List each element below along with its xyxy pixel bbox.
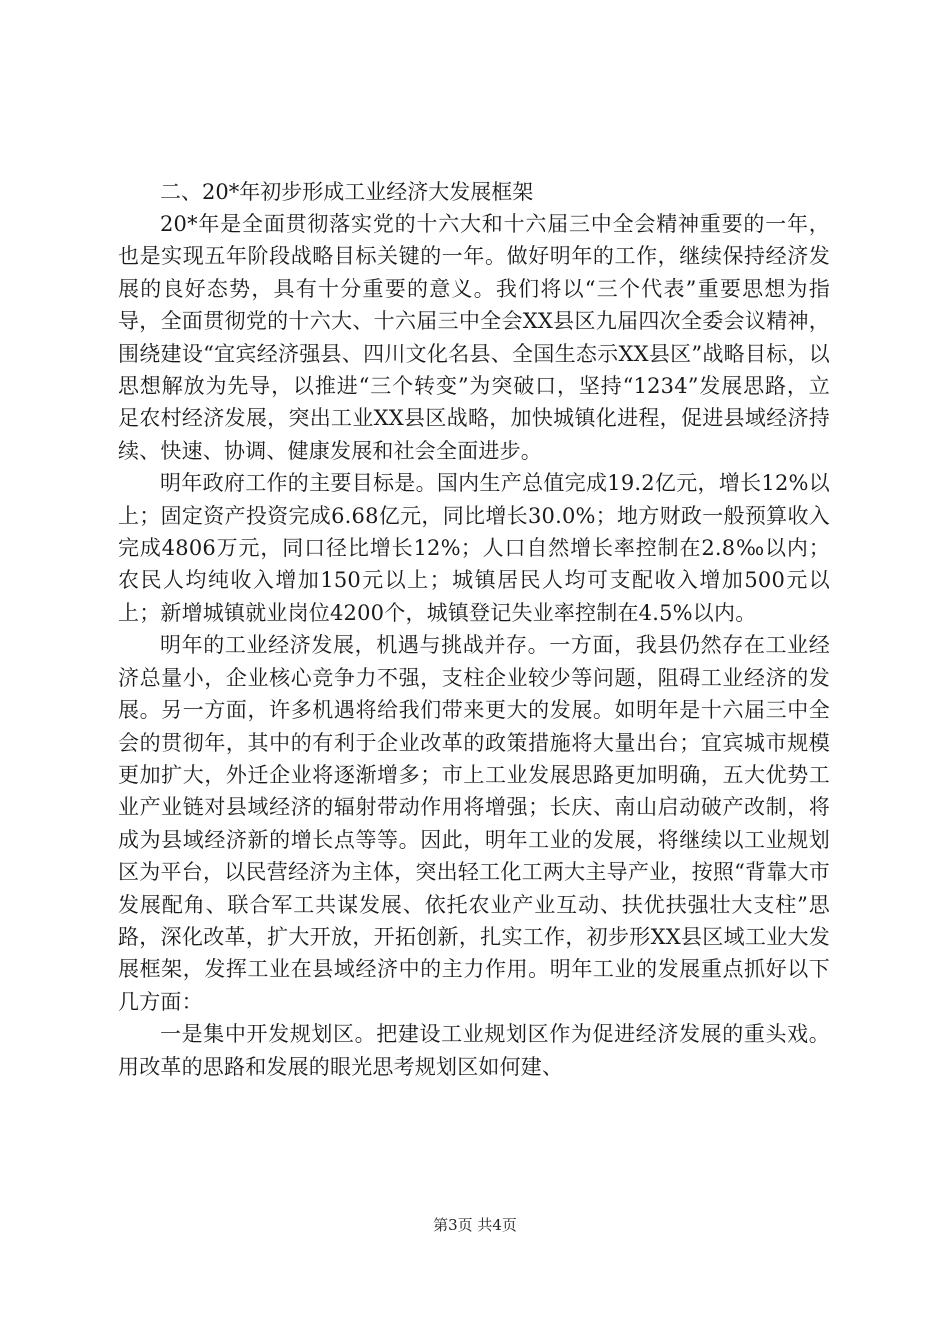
paragraph-3: 明年的工业经济发展，机遇与挑战并存。一方面，我县仍然存在工业经济总量小，企业核心竞争力不强，支柱企业较少等问题，阻碍工业经济的发展。另一方面，许多机遇将给我们带来更大的发展。如明年是十六届三中全会的贯彻年，其中的有利于企业改革的政策措施将大量出台；宜宾城市规模更加扩大，外迁企业将逐渐增多；市上工业发展思路更加明确，五大优势工业产业链对县域经济的辐射带动作用将增强；长庆、南山启动破产改制，将成为县域经济新的增长点等等。因此，明年工业的发展，将继续以工业规划区为平台，以民营经济为主体，突出轻工化工两大主导产业，按照“背靠大市发展配角、联合军工共谋发展、依托农业产业互动、扶优扶强壮大支柱”思路，深化改革，扩大开放，开拓创新，扎实工作，初步形XX县区域工业大发展框架，发挥工业在县域经济中的主力作用。明年工业的发展重点抓好以下几方面： <box>118 633 830 1014</box>
paragraph-2: 明年政府工作的主要目标是。国内生产总值完成19.2亿元，增长12%以上；固定资产投资完成6.68亿元，同比增长30.0%；地方财政一般预算收入完成4806万元，同口径比增长12%；人口自然增长率控制在2.8‰以内；农民人均纯收入增加150元以上；城镇居民人均可支配收入增加500元以上；新增城镇就业岗位4200个，城镇登记失业率控制在4.5%以内。 <box>118 471 830 625</box>
paragraph-1: 20*年是全面贯彻落实党的十六大和十六届三中全会精神重要的一年，也是实现五年阶段战略目标关键的一年。做好明年的工作，继续保持经济发展的良好态势，具有十分重要的意义。我们将以“三个代表”重要思想为指导，全面贯彻党的十六大、十六届三中全会XX县区九届四次全委会议精神，围绕建设“宜宾经济强县、四川文化名县、全国生态示XX县区”战略目标，以思想解放为先导，以推进“三个转变”为突破口，坚持“1234”发展思路，立足农村经济发展，突出工业XX县区战略，加快城镇化进程，促进县域经济持续、快速、协调、健康发展和社会全面进步。 <box>118 212 830 463</box>
section-heading: 二、20*年初步形成工业经济大发展框架 <box>160 180 534 204</box>
paragraph-4: 一是集中开发规划区。把建设工业规划区作为促进经济发展的重头戏。用改革的思路和发展的眼光思考规划区如何建、 <box>118 1022 830 1079</box>
page-number-footer: 第3页 共4页 <box>433 1216 517 1234</box>
document-body <box>118 176 830 1083</box>
